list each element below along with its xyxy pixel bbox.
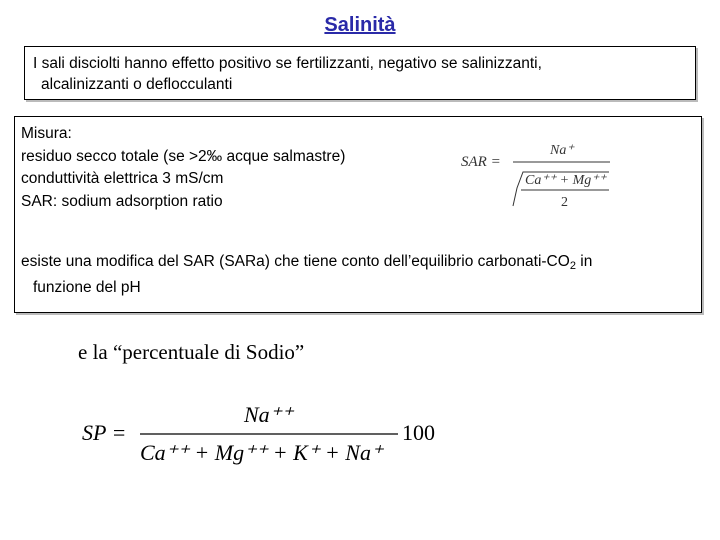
measure-item: conduttività elettrica 3 mS/cm xyxy=(21,170,224,187)
sar-denominator: Ca⁺⁺ + Mg⁺⁺ xyxy=(525,173,607,188)
sar-lhs: SAR = xyxy=(461,154,501,170)
page-title: Salinità xyxy=(324,14,396,36)
sara-note xyxy=(21,251,693,299)
measure-heading: Misura: xyxy=(21,125,72,142)
measure-list xyxy=(21,123,345,213)
sara-subscript: 2 xyxy=(569,260,576,272)
intro-line-1: I sali disciolti hanno effetto positivo se fertilizzanti, negativo se salinizzanti, xyxy=(33,55,542,72)
intro-line-2: alcalinizzanti o deflocculanti xyxy=(41,76,233,93)
sara-line-2: funzione del pH xyxy=(33,279,141,296)
sara-text: esiste una modifica del SAR (SARa) che tiene conto dell’equilibrio carbonati-CO xyxy=(21,253,570,270)
intro-box xyxy=(24,46,696,100)
sodio-heading: e la “percentuale di Sodio” xyxy=(78,340,305,364)
sp-formula xyxy=(80,396,460,472)
sp-denominator: Ca⁺⁺ + Mg⁺⁺ + K⁺ + Na⁺ xyxy=(140,440,383,465)
sara-text-after: in xyxy=(575,253,593,270)
sar-divisor: 2 xyxy=(561,195,568,210)
sp-factor: 100 xyxy=(402,420,435,445)
sar-formula xyxy=(455,136,615,212)
sp-numerator: Na⁺⁺ xyxy=(244,402,293,427)
measure-item: residuo secco totale (se >2‰ acque salmastre) xyxy=(21,147,346,165)
sp-lhs: SP = xyxy=(82,420,127,445)
measure-item: SAR: sodium adsorption ratio xyxy=(21,192,223,210)
sar-numerator: Na⁺ xyxy=(550,143,574,158)
